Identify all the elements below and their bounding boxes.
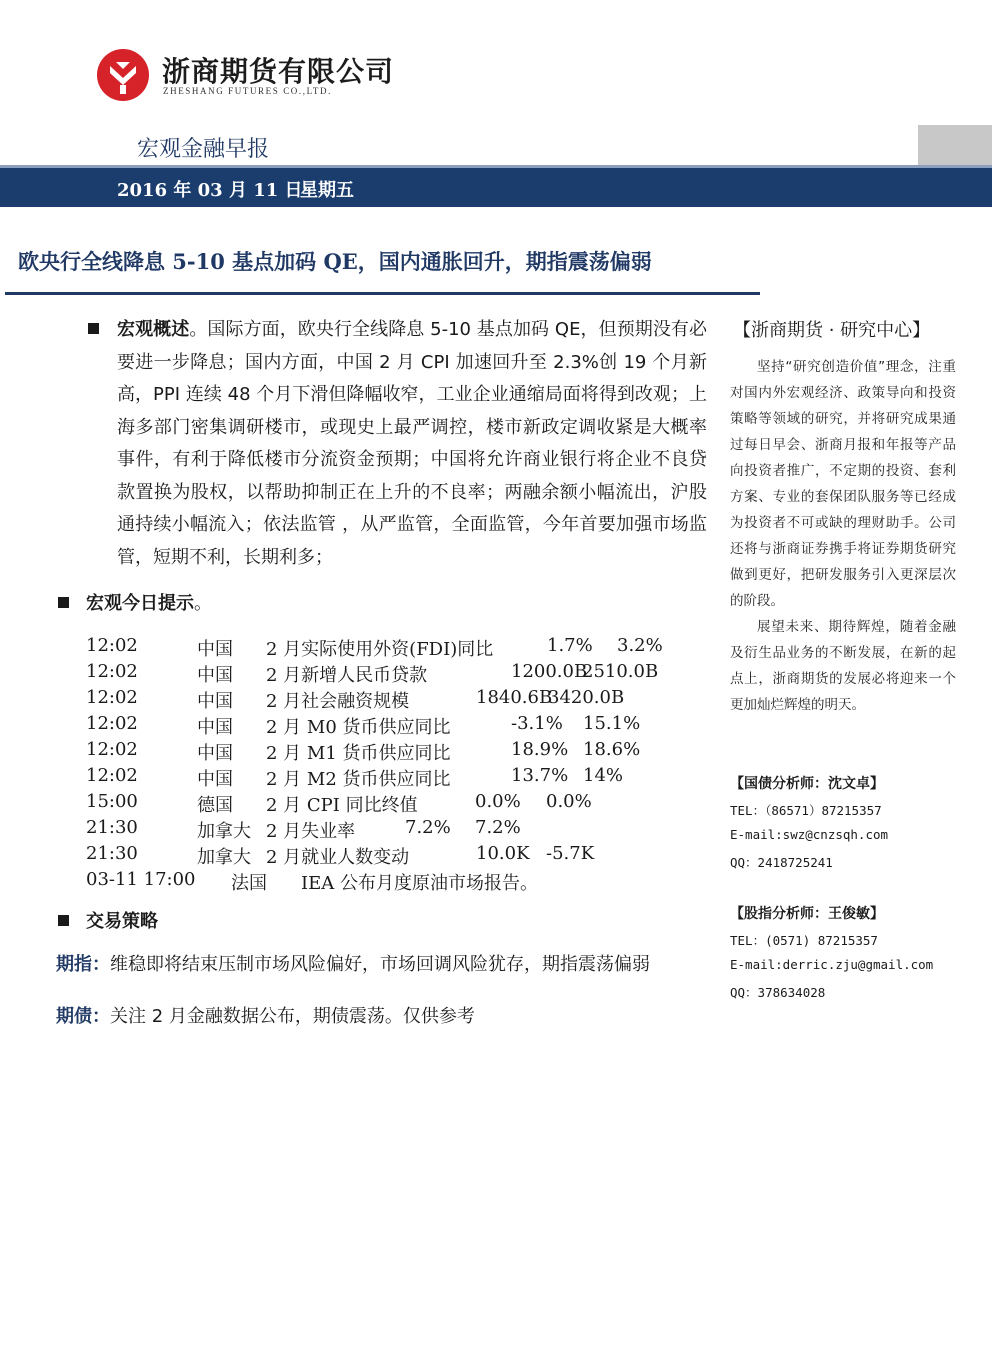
research-intro: 坚持“研究创造价值”理念，注重对国内外宏观经济、政策导向和投资策略等领域的研究，并将研究成果通过每日早会、浙商月报和年报等产品向投资者推广，不定期的投资、套利方案、专业的套保团队服务等已经成为投资者不可或缺的理财助手。公司还将与浙商证券携手将证券期货研究做到更好，把研发服务引入更深层次的阶段。: [730, 359, 956, 609]
company-logo: [96, 48, 150, 102]
calendar-title: 宏观今日提示。: [86, 593, 212, 614]
company-name-cn: 浙商期货有限公司: [162, 55, 395, 88]
analyst-index-email[interactable]: E-mail:derric.zju@gmail.com: [730, 957, 934, 972]
analyst-bond-head: 【国债分析师：沈文卓】: [730, 776, 884, 792]
macro-overview: [117, 314, 707, 574]
bullet-icon: [58, 915, 69, 926]
bullet-icon: [88, 323, 99, 334]
analyst-index-head: 【股指分析师：王俊敏】: [730, 906, 884, 922]
calendar-row: 03-11 17:00 法国 IEA 公布月度原油市场报告。: [86, 869, 538, 894]
report-weekday: 星期五: [300, 180, 354, 201]
calendar-row: 15:00 德国 2 月 CPI 同比终值 0.0% 0.0%: [86, 791, 592, 816]
bullet-icon: [58, 597, 69, 608]
research-center-title: 【浙商期货 · 研究中心】: [733, 320, 931, 341]
header-grey-block: [918, 125, 992, 165]
calendar-row: 21:30 加拿大 2 月失业率 7.2% 7.2%: [86, 817, 521, 842]
calendar-row: 12:02 中国 2 月 M0 货币供应同比 -3.1% 15.1%: [86, 713, 641, 738]
analyst-bond-tel: TEL：（86571）87215357: [730, 803, 882, 818]
headline: 欧央行全线降息 5-10 基点加码 QE，国内通胀回升，期指震荡偏弱: [18, 249, 652, 274]
analyst-index-tel: TEL：(0571) 87215357: [730, 933, 878, 948]
report-date: 2016 年 03 月 11 日: [117, 180, 303, 201]
strategy-index: 期指：维稳即将结束压制市场风险偏好，市场回调风险犹存，期指震荡偏弱: [56, 954, 650, 975]
calendar-row: 12:02 中国 2 月实际使用外资(FDI)同比 1.7% 3.2%: [86, 635, 663, 660]
strategy-bond: 期债：关注 2 月金融数据公布，期债震荡。仅供参考: [56, 1006, 475, 1027]
research-outlook: 展望未来、期待辉煌，随着金融及衍生品业务的不断发展，在新的起点上，浙商期货的发展必将迎来一个更加灿烂辉煌的明天。: [730, 619, 956, 713]
report-title: 宏观金融早报: [137, 137, 270, 162]
calendar-row: 12:02 中国 2 月 M1 货币供应同比 18.9% 18.6%: [86, 739, 641, 764]
overview-text: 。国际方面，欧央行全线降息 5-10 基点加码 QE，但预期没有必要进一步降息；国内方面，中国 2 月 CPI 加速回升至 2.3%创 19 个月新高，PPI 连续 48 个月下滑但降幅收窄，工业企业通缩局面将得到改观；上海多部门密集调研楼市，或现史上最严调控，楼市新政定调收紧是大概率事件，有利于降低楼市分流资金预期；中国将允许商业银行将企业不良贷款置换为股权，以帮助抑制正在上升的不良率；两融余额小幅流出，沪股通持续小幅流入；依法监管 ，从严监管，全面监管，今年首要加强市场监管，短期不利，长期利多；: [117, 319, 708, 568]
headline-divider: [5, 292, 760, 295]
analyst-index-qq: QQ：378634028: [730, 985, 826, 1000]
company-name-en: ZHESHANG FUTURES CO.,LTD.: [163, 86, 332, 96]
overview-label: 宏观概述: [117, 319, 190, 340]
calendar-row: 12:02 中国 2 月 M2 货币供应同比 13.7% 14%: [86, 765, 624, 790]
analyst-bond-email[interactable]: E-mail:swz@cnzsqh.com: [730, 827, 889, 842]
strategy-title: 交易策略: [86, 911, 158, 932]
calendar-row: 12:02 中国 2 月新增人民币贷款 1200.0B 2510.0B: [86, 661, 659, 686]
calendar-row: 21:30 加拿大 2 月就业人数变动 10.0K -5.7K: [86, 843, 595, 868]
analyst-bond-qq: QQ：2418725241: [730, 855, 833, 870]
calendar-row: 12:02 中国 2 月社会融资规模 1840.6B 3420.0B: [86, 687, 625, 712]
